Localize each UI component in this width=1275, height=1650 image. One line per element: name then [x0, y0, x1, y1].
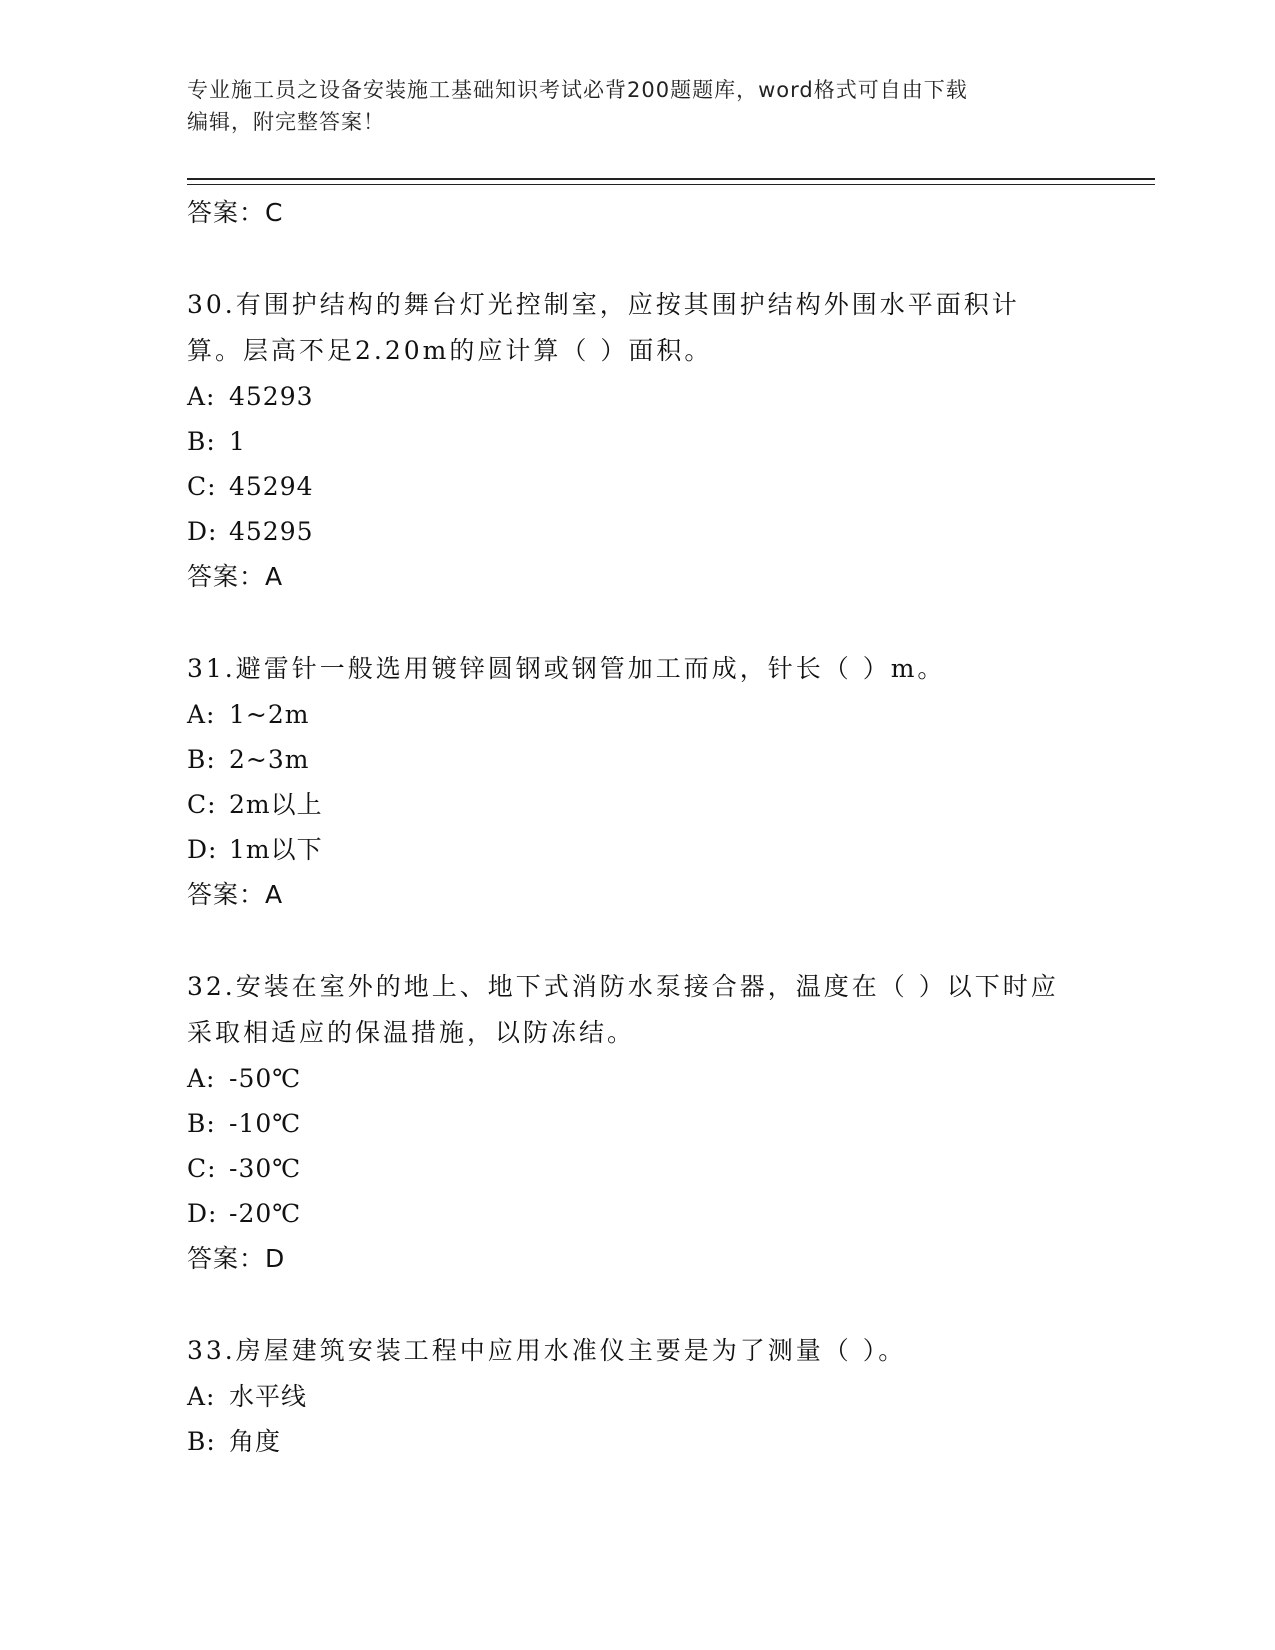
option-text: 1m以下: [229, 835, 323, 864]
option-b: [187, 1101, 1087, 1146]
question-answer: 答案：A: [187, 562, 284, 591]
option-b: [187, 419, 1087, 464]
question-block: [187, 964, 1087, 1282]
option-letter: C:: [187, 790, 217, 819]
spacer: [187, 918, 1087, 964]
option-b: [187, 1419, 1087, 1464]
spacer: [187, 600, 1087, 646]
option-c: [187, 464, 1087, 509]
question-answer: 答案：A: [187, 880, 284, 909]
option-c: [187, 1146, 1087, 1191]
option-text: -30℃: [229, 1154, 302, 1183]
page-header: [187, 74, 1067, 138]
option-text: 2m以上: [229, 790, 323, 819]
option-letter: A:: [187, 700, 216, 729]
option-text: 角度: [229, 1427, 282, 1456]
option-letter: B:: [187, 1109, 216, 1138]
spacer: [187, 1282, 1087, 1328]
option-text: 45295: [229, 517, 314, 546]
option-letter: B:: [187, 427, 216, 456]
option-d: [187, 827, 1087, 872]
option-text: -10℃: [229, 1109, 302, 1138]
option-text: 水平线: [229, 1382, 308, 1411]
option-text: -50℃: [229, 1064, 302, 1093]
header-divider-thick: [187, 178, 1155, 180]
option-b: [187, 737, 1087, 782]
option-text: 1: [229, 427, 246, 456]
option-d: [187, 1191, 1087, 1236]
option-text: -20℃: [229, 1199, 302, 1228]
option-letter: A:: [187, 1382, 216, 1411]
option-letter: C:: [187, 472, 217, 501]
question-answer: 答案：D: [187, 1244, 286, 1273]
option-letter: B:: [187, 745, 216, 774]
question-stem: 31.避雷针一般选用镀锌圆钢或钢管加工而成，针长（ ）m。: [187, 654, 946, 683]
question-stem: 30.有围护结构的舞台灯光控制室，应按其围护结构外围水平面积计算。层高不足2.20m的应计算（ ）面积。: [187, 290, 1020, 365]
option-d: [187, 509, 1087, 554]
question-stem: 32.安装在室外的地上、地下式消防水泵接合器，温度在（ ）以下时应采取相适应的保温措施，以防冻结。: [187, 972, 1059, 1047]
option-text: 45294: [229, 472, 314, 501]
header-title-line-2: 编辑，附完整答案！: [187, 110, 385, 134]
question-block: [187, 646, 1087, 918]
header-divider-thin: [187, 184, 1155, 185]
option-a: [187, 374, 1087, 419]
option-a: [187, 1374, 1087, 1419]
question-stem: 33.房屋建筑安装工程中应用水准仪主要是为了测量（ ）。: [187, 1336, 907, 1365]
header-title-line-1: 专业施工员之设备安装施工基础知识考试必背200题题库，word格式可自由下载: [187, 78, 968, 102]
option-letter: D:: [187, 835, 218, 864]
option-text: 1~2m: [229, 700, 310, 729]
option-text: 45293: [229, 382, 314, 411]
option-c: [187, 782, 1087, 827]
option-letter: D:: [187, 517, 218, 546]
option-letter: B:: [187, 1427, 216, 1456]
question-block: [187, 282, 1087, 600]
option-letter: C:: [187, 1154, 217, 1183]
previous-answer: 答案：C: [187, 198, 284, 227]
option-a: [187, 692, 1087, 737]
question-list: [187, 190, 1087, 1464]
option-letter: A:: [187, 382, 216, 411]
option-text: 2~3m: [229, 745, 310, 774]
option-letter: A:: [187, 1064, 216, 1093]
spacer: [187, 236, 1087, 282]
option-letter: D:: [187, 1199, 218, 1228]
option-a: [187, 1056, 1087, 1101]
question-block: [187, 1328, 1087, 1464]
